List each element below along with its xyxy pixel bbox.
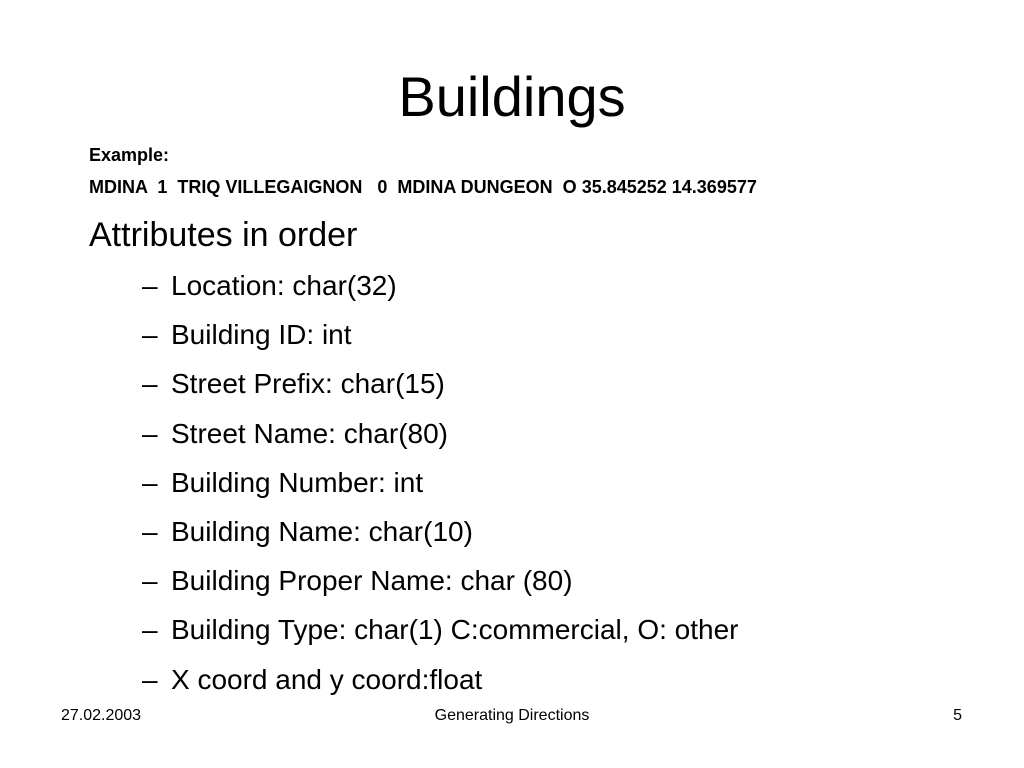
attribute-text: X coord and y coord:float (171, 663, 483, 695)
dash-bullet-icon: – (142, 368, 158, 400)
attribute-item (142, 412, 738, 461)
attribute-text: Street Name: char(80) (171, 417, 448, 449)
attributes-heading: Attributes in order (89, 216, 358, 254)
attribute-text: Location: char(32) (171, 270, 397, 301)
dash-bullet-icon: – (142, 270, 158, 301)
footer-date: 27.02.2003 (61, 707, 142, 724)
example-label: Example: (89, 145, 170, 165)
attribute-text: Building Number: int (171, 466, 424, 498)
dash-bullet-icon: – (142, 319, 158, 351)
attribute-item (142, 510, 738, 559)
attribute-text: Building Type: char(1) C:commercial, O: other (171, 614, 739, 646)
footer-title: Generating Directions (434, 707, 590, 724)
dash-bullet-icon: – (142, 614, 158, 646)
page-number: 5 (953, 707, 962, 724)
dash-bullet-icon: – (142, 565, 158, 597)
dash-bullet-icon: – (142, 515, 158, 547)
dash-bullet-icon: – (142, 466, 158, 498)
attribute-list (142, 264, 738, 707)
attribute-text: Building Name: char(10) (171, 515, 473, 547)
attribute-item (142, 362, 738, 411)
attribute-item (142, 559, 738, 608)
attribute-item (142, 608, 738, 657)
attribute-item (142, 461, 738, 510)
example-record: MDINA 1 TRIQ VILLEGAIGNON 0 MDINA DUNGEON O 35.845252 14.369577 (89, 177, 757, 197)
dash-bullet-icon: – (142, 663, 158, 695)
dash-bullet-icon: – (142, 417, 158, 449)
attribute-text: Street Prefix: char(15) (171, 368, 445, 400)
attribute-item (142, 264, 738, 313)
slide-title: Buildings (398, 65, 626, 128)
attribute-text: Building Proper Name: char (80) (171, 565, 573, 597)
attribute-text: Building ID: int (171, 319, 352, 351)
attribute-item (142, 313, 738, 362)
attribute-item (142, 658, 738, 707)
